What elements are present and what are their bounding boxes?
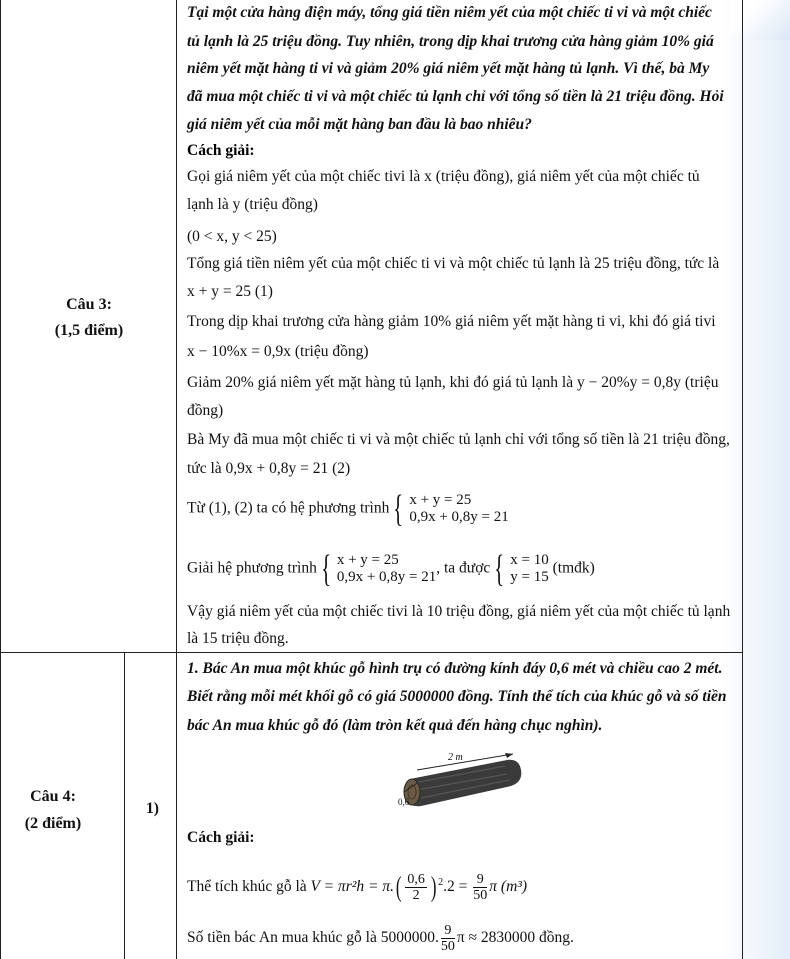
q3-solution-line: Gọi giá niêm yết của một chiếc tivi là x (triệu đồng), giá niêm yết của một chiếc tủ bbox=[187, 168, 700, 185]
q4-volume-result: π (m³) bbox=[489, 878, 528, 896]
q3-solution-line: Tổng giá tiền niêm yết của một chiếc ti vi và một chiếc tủ lạnh là 25 triệu đồng, tức là bbox=[187, 255, 720, 272]
solution-value: x = 10 bbox=[510, 552, 549, 568]
q3-label: Câu 3: bbox=[66, 296, 112, 313]
q4-volume-intro: Thể tích khúc gỗ là bbox=[187, 878, 307, 896]
q3-solution-line: Trong dịp khai trương cửa hàng giảm 10% giá niêm yết mặt hàng ti vi, khi đó giá tivi bbox=[187, 313, 716, 330]
q3-solution-line: lạnh là y (triệu đồng) bbox=[187, 196, 318, 213]
q4-problem-line: Biết rằng mỗi mét khối gỗ có giá 5000000 đồng. Tính thể tích của khúc gỗ và số tiền bbox=[187, 688, 727, 705]
q3-solution-heading: Cách giải: bbox=[187, 142, 255, 159]
fraction-denominator: 50 bbox=[473, 888, 488, 903]
q4-problem-line: bác An mua khúc gỗ đó (làm tròn kết quả đến hàng chục nghìn). bbox=[187, 717, 603, 734]
equation-system bbox=[337, 552, 436, 586]
fraction-denominator: 2 bbox=[412, 888, 420, 903]
brace-icon: { bbox=[320, 548, 331, 590]
log-diameter-label: 0,6 bbox=[398, 797, 410, 807]
decorative-corner bbox=[730, 0, 790, 40]
q3-solution-line: Giảm 20% giá niêm yết mặt hàng tủ lạnh, khi đó giá tủ lạnh là y − 20%y = 0,8y (triệu bbox=[187, 374, 719, 391]
q4-points: (2 điểm) bbox=[24, 815, 82, 832]
log-length-label: 2 m bbox=[448, 752, 463, 763]
q3-solve-condition: (tmđk) bbox=[552, 559, 595, 577]
table-border-right bbox=[742, 0, 743, 959]
fraction-numerator: 9 bbox=[441, 923, 455, 939]
q3-solve-mid: , ta được bbox=[436, 559, 491, 577]
q3-problem-line: giá niêm yết của mỗi mặt hàng ban đầu là bao nhiêu? bbox=[187, 116, 532, 133]
q3-problem-line: niêm yết mặt hàng ti vi và giảm 20% giá niêm yết mặt hàng tủ lạnh. Vì thế, bà My bbox=[187, 60, 710, 77]
q3-solution-line: x − 10%x = 0,9x (triệu đồng) bbox=[187, 343, 369, 360]
q3-solution-line: x + y = 25 (1) bbox=[187, 283, 273, 300]
q3-system-intro: Từ (1), (2) ta có hệ phương trình bbox=[187, 499, 390, 517]
fraction-denominator: 50 bbox=[440, 939, 455, 954]
q4-solution-heading: Cách giải: bbox=[187, 829, 255, 846]
solution-system bbox=[510, 552, 548, 586]
q3-problem-line: tủ lạnh là 25 triệu đồng. Tuy nhiên, trong dịp khai trương cửa hàng giảm 10% giá bbox=[187, 33, 714, 50]
q4-money-result: π ≈ 2830000 đồng. bbox=[456, 929, 574, 947]
brace-icon: { bbox=[494, 548, 505, 590]
q3-solution-line: (0 < x, y < 25) bbox=[187, 228, 277, 245]
equation: x + y = 25 bbox=[409, 492, 472, 508]
q3-problem-line: Tại một cửa hàng điện máy, tổng giá tiền niêm yết của một chiếc ti vi và một chiếc bbox=[187, 4, 712, 21]
row-divider bbox=[0, 652, 742, 653]
q4-part-label: 1) bbox=[146, 800, 159, 817]
q3-solution-line: đồng) bbox=[187, 402, 224, 419]
q3-conclusion-line: Vậy giá niêm yết của một chiếc tivi là 10 triệu đồng, giá niêm yết của một chiếc tủ lạnh bbox=[187, 603, 731, 620]
q4-money-line bbox=[187, 923, 574, 954]
q3-solution-line: tức là 0,9x + 0,8y = 21 (2) bbox=[187, 460, 351, 477]
q4-volume-mid: .2 = bbox=[443, 878, 468, 896]
paren-icon: ( bbox=[395, 871, 402, 903]
table-divider bbox=[176, 0, 177, 959]
equation: 0,9x + 0,8y = 21 bbox=[336, 569, 437, 585]
q3-system-line bbox=[187, 490, 509, 528]
fraction-numerator: 0,6 bbox=[407, 872, 425, 887]
fraction bbox=[473, 872, 487, 903]
q4-problem-line: 1. Bác An mua một khúc gỗ hình trụ có đường kính đáy 0,6 mét và chiều cao 2 mét. bbox=[187, 660, 723, 677]
decorative-background bbox=[720, 0, 790, 959]
brace-icon: { bbox=[393, 488, 404, 530]
equation: x + y = 25 bbox=[336, 552, 399, 568]
q3-conclusion-line: là 15 triệu đồng. bbox=[187, 630, 289, 647]
q3-solve-line bbox=[187, 550, 595, 588]
q4-label: Câu 4: bbox=[30, 788, 76, 805]
q4-volume-line: Thể tích khúc gỗ là V = πr²h = π.( $\frac{0,6}{2}$ ) $^2$.2 = $\frac{9}{50}$ π (m³) bbox=[187, 871, 528, 903]
equation-system bbox=[409, 492, 508, 526]
fraction-numerator: 9 bbox=[473, 872, 487, 888]
q3-solution-line: Bà My đã mua một chiếc ti vi và một chiếc tủ lạnh chỉ với tổng số tiền là 21 triệu đồng, bbox=[187, 431, 730, 448]
q4-volume-formula: V = πr²h = π. bbox=[310, 878, 394, 896]
q3-points: (1,5 điểm) bbox=[54, 322, 124, 339]
equation: 0,9x + 0,8y = 21 bbox=[409, 509, 509, 525]
q3-solve-intro: Giải hệ phương trình bbox=[187, 559, 317, 577]
q3-problem-line: đã mua một chiếc ti vi và một chiếc tủ lạnh chỉ với tổng số tiền là 21 triệu đồng. Hỏi bbox=[187, 88, 724, 105]
solution-value: y = 15 bbox=[510, 569, 549, 585]
q4-money-intro: Số tiền bác An mua khúc gỗ là 5000000. bbox=[187, 929, 439, 947]
fraction bbox=[405, 872, 427, 903]
paren-icon: ) bbox=[430, 871, 437, 903]
fraction bbox=[441, 923, 455, 954]
